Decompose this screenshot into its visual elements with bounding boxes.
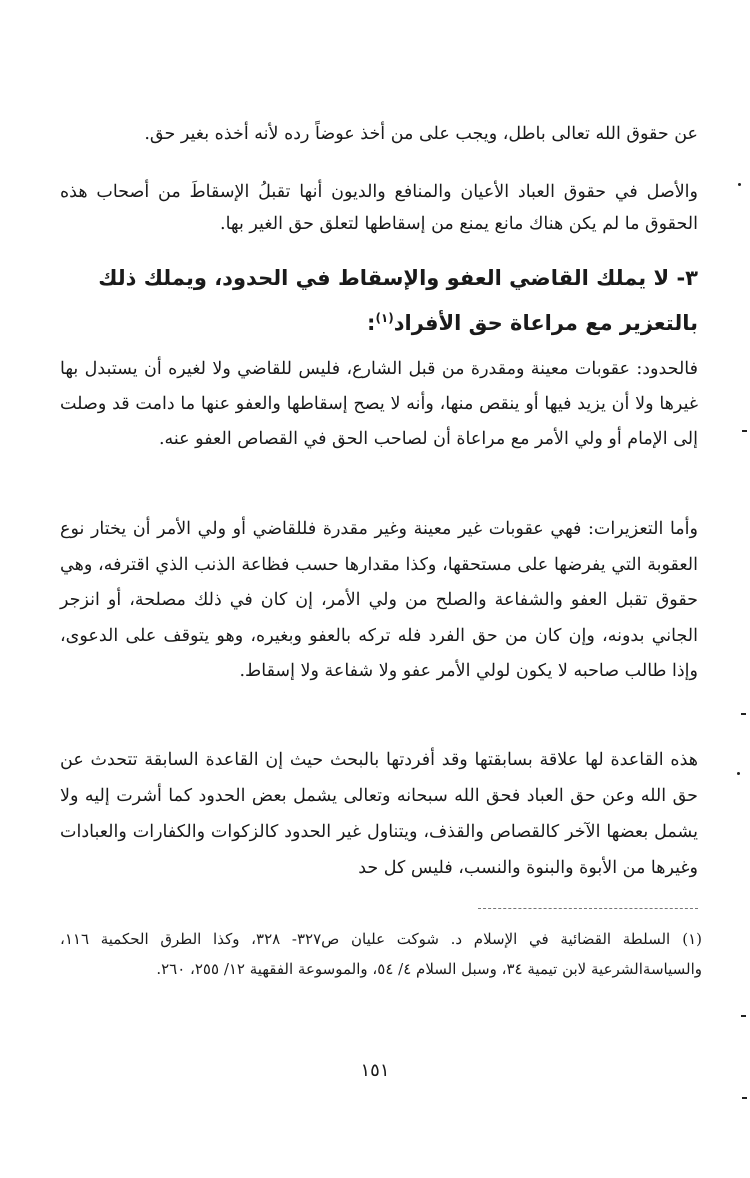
paragraph-continuation: عن حقوق الله تعالى باطل، ويجب على من أخذ عوضاً رده لأنه أخذه بغير حق. [144, 124, 698, 144]
footnote-reference: (١) [375, 311, 394, 325]
footnote-divider [478, 908, 698, 909]
paragraph-rights-of-people: والأصل في حقوق العباد الأعيان والمنافع والديون أنها تقبلُ الإسقاطَ من أصحاب هذه الحقوق ما لم يكن هناك مانع يمنع من إسقاطها لتعلق حق الغير بها. [60, 182, 698, 234]
scan-mark [741, 1015, 746, 1017]
heading-colon: : [367, 311, 376, 335]
section-heading [60, 258, 698, 343]
paragraph-hudud: فالحدود: عقوبات معينة ومقدرة من قبل الشارع، فليس للقاضي ولا لغيره أن يستبدل بها غيرها ولا أن يزيد فيها أو ينقص منها، وأنه لا يصح إسقاطها والعفو عنها ما دامت قد وصلت إلى الإمام أو ولي الأمر مع مراعاة أن لصاحب الحق في القصاص العفو عنه. [60, 359, 698, 449]
scan-mark [737, 772, 740, 775]
footnote [60, 924, 702, 984]
paragraph-taazir: وأما التعزيرات: فهي عقوبات غير معينة وغير مقدرة فللقاضي أو ولي الأمر أن يختار نوع العقوبة التي يفرضها على مستحقها، وكذا مقدارها حسب فظاعة الذنب الذي اقترفه، وهي حقوق تقبل العفو والشفاعة والصلح من ولي الأمر، إن كان في ذلك مصلحة، أو انزجر الجاني بدونه، وإن كان من حق الفرد فله تركه بالعفو وبغيره، وهو يتوقف على الدعوى، وإذا طالب صاحبه لا يكون لولي الأمر عفو ولا شفاعة ولا إسقاط. [60, 519, 698, 681]
page-number: ١٥١ [360, 1060, 390, 1081]
footnote-text: السلطة القضائية في الإسلام د. شوكت عليان ص٣٢٧- ٣٢٨، وكذا الطرق الحكمية ١١٦، والسياسةالشرعية لابن تيمية ٣٤، وسبل السلام ٤/ ٥٤، والموسوعة الفقهية ١٢/ ٢٥٥، ٢٦٠. [60, 930, 702, 978]
section-heading-text: ٣- لا يملك القاضي العفو والإسقاط في الحدود، ويملك ذلك بالتعزير مع مراعاة حق الأفراد [98, 266, 698, 335]
footnote-number: (١) [682, 930, 702, 948]
scan-mark [742, 1097, 747, 1099]
scan-mark [738, 183, 741, 186]
paragraph-relation: هذه القاعدة لها علاقة بسابقتها وقد أفردتها بالبحث حيث إن القاعدة السابقة تتحدث عن حق الله وعن حق العباد فحق الله سبحانه وتعالى يشمل بعض الحدود كما أشرت إليه ولا يشمل بعضها الآخر كالقصاص والقذف، ويتناول غير الحدود كالزكوات والكفارات والعبادات وغيرها من الأبوة والبنوة والنسب، فليس كل حد [60, 750, 698, 878]
scan-mark [742, 430, 747, 432]
scan-mark [741, 713, 746, 715]
